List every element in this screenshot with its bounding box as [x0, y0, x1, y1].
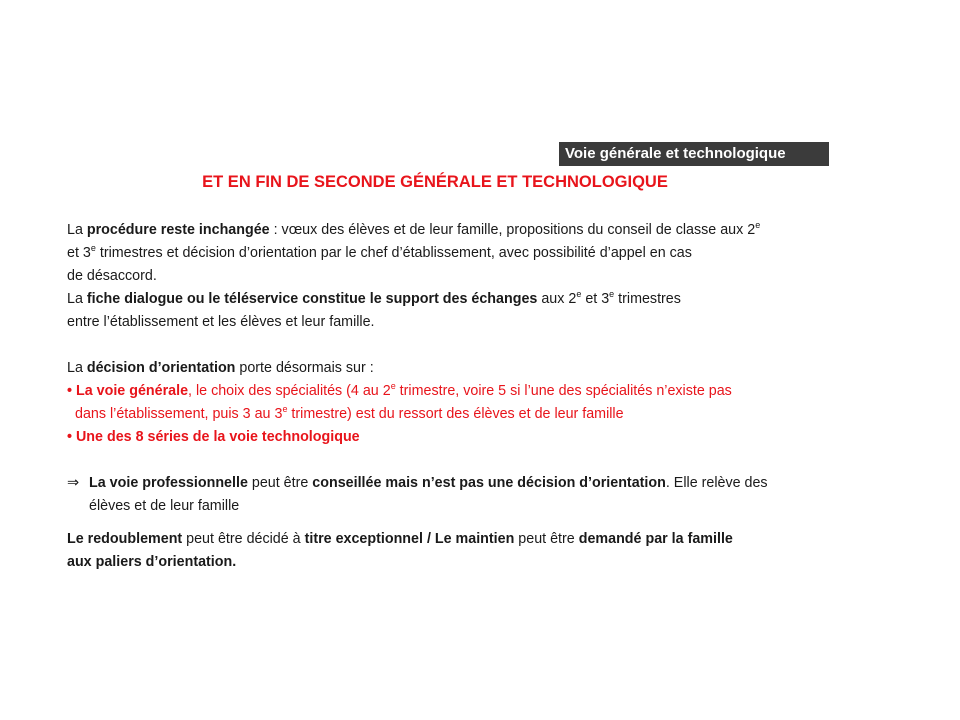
text: trimestre) est du ressort des élèves et de leur famille — [287, 406, 624, 422]
text-block — [89, 472, 807, 518]
paragraph-procedure — [67, 219, 807, 288]
text: dans l’établissement, puis 3 au 3 — [75, 406, 283, 422]
text: , le choix des spécialités (4 au 2 — [188, 383, 391, 399]
text: entre l’établissement et les élèves et leur famille. — [67, 314, 375, 330]
bullet-voie-technologique — [67, 426, 807, 449]
text: trimestres — [614, 291, 681, 307]
text: peut être — [514, 531, 579, 547]
paragraph-redoublement — [67, 528, 807, 574]
text: : vœux des élèves et de leur famille, propositions du conseil de classe aux 2 — [269, 222, 756, 238]
bold-text: Le redoublement — [67, 531, 183, 547]
superscript: e — [576, 289, 582, 300]
bold-text: • Une des 8 séries de la voie technologique — [67, 429, 360, 445]
bold-text: • La voie générale — [67, 383, 189, 399]
text: . Elle relève des — [665, 475, 768, 491]
text: trimestre, voire 5 si l’une des spécialités n’existe pas — [395, 383, 732, 399]
text: La — [67, 291, 87, 307]
bold-text: aux paliers d’orientation. — [67, 554, 237, 570]
text: et 3 — [581, 291, 610, 307]
text: élèves et de leur famille — [89, 498, 240, 514]
superscript: e — [390, 381, 396, 392]
bold-text: La voie professionnelle — [89, 475, 248, 491]
paragraph-decision — [67, 357, 807, 380]
bold-text: conseillée mais n’est pas une décision d’orientation — [312, 475, 666, 491]
text: La — [67, 360, 87, 376]
bold-text: titre exceptionnel / Le maintien — [304, 531, 515, 547]
superscript: e — [90, 243, 96, 254]
text: peut être — [247, 475, 313, 491]
text: porte désormais sur : — [235, 360, 374, 376]
text: et 3 — [67, 245, 91, 261]
superscript: e — [282, 404, 288, 415]
section-badge: Voie générale et technologique — [559, 142, 829, 166]
bold-text: procédure reste inchangée — [86, 222, 270, 238]
text: La — [67, 222, 87, 238]
text: peut être décidé à — [182, 531, 305, 547]
text: aux 2 — [537, 291, 577, 307]
bold-text: fiche dialogue ou le téléservice constitue le support des échanges — [86, 291, 538, 307]
bullet-voie-generale — [67, 380, 807, 426]
right-arrow-icon: ⇒ — [67, 475, 79, 491]
text: de désaccord. — [67, 268, 157, 284]
paragraph-voie-professionnelle — [67, 472, 807, 518]
page-title: ET EN FIN DE SECONDE GÉNÉRALE ET TECHNOLOGIQUE — [202, 173, 668, 191]
bold-text: demandé par la famille — [578, 531, 733, 547]
superscript: e — [755, 220, 761, 231]
paragraph-fiche-dialogue — [67, 288, 807, 334]
body-text — [67, 219, 807, 574]
bold-text: décision d’orientation — [86, 360, 236, 376]
text: trimestres et décision d’orientation par le chef d’établissement, avec possibilité d’appel en cas — [95, 245, 692, 261]
superscript: e — [609, 289, 615, 300]
